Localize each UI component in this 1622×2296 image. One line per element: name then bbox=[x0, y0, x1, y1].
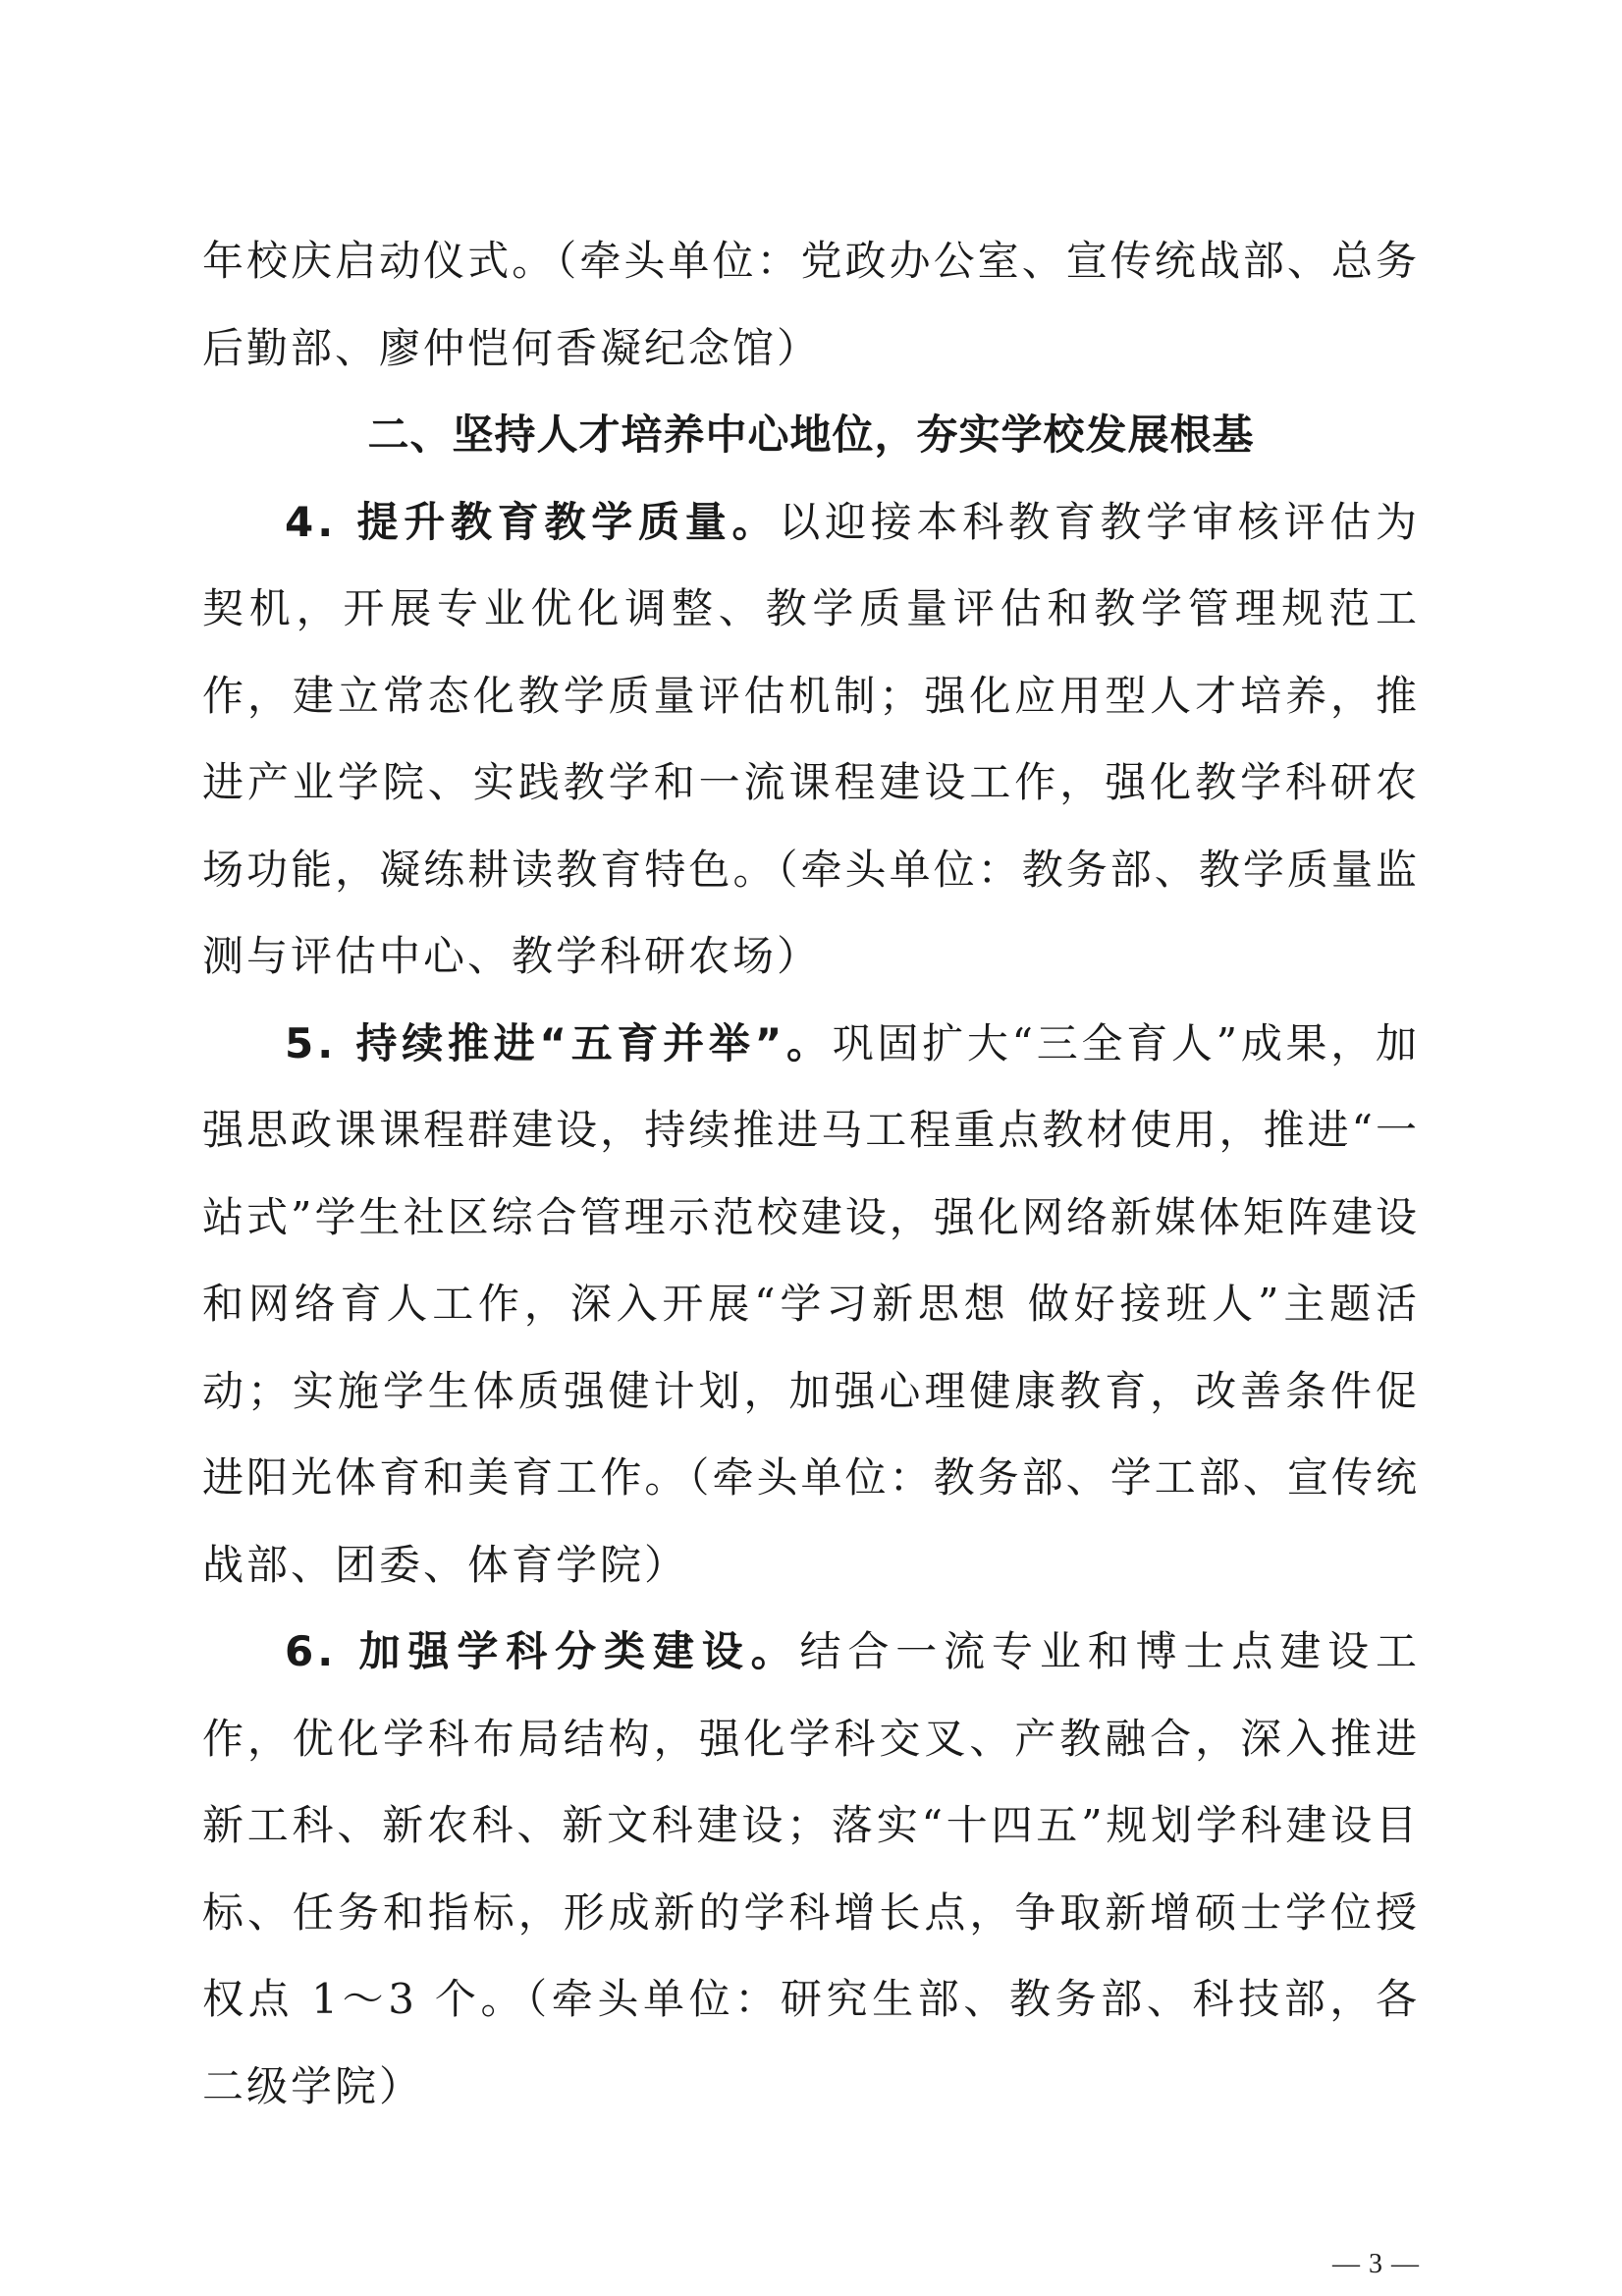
item-4-lead: 4. 提升教育教学质量。 bbox=[285, 497, 780, 546]
document-body bbox=[202, 218, 1420, 2130]
section-heading: 二、坚持人才培养中心地位，夯实学校发展根基 bbox=[367, 410, 1255, 459]
item-5-paragraph bbox=[202, 1001, 1420, 1610]
item-5-lead: 5. 持续推进“五育并举”。 bbox=[285, 1018, 833, 1067]
item-6-paragraph bbox=[202, 1609, 1420, 2130]
page-number: — 3 — bbox=[1332, 2249, 1420, 2279]
continuation-paragraph: 年校庆启动仪式。（牵头单位：党政办公室、宣传统战部、总务后勤部、廖仲恺何香凝纪念馆） bbox=[202, 237, 1420, 372]
item-4-paragraph bbox=[202, 479, 1420, 1001]
item-5-text: 巩固扩大“三全育人”成果，加强思政课课程群建设，持续推进马工程重点教材使用，推进“一站式”学生社区综合管理示范校建设，强化网络新媒体矩阵建设和网络育人工作，深入开展“学习新思想 做好接班人”主题活动；实施学生体质强健计划，加强心理健康教育，改善条件促进阳光体育和美育工作。（牵头单位：教务部、学工部、宣传统战部、团委、体育学院） bbox=[202, 1018, 1420, 1589]
item-6-lead: 6. 加强学科分类建设。 bbox=[285, 1627, 800, 1675]
item-4-text: 以迎接本科教育教学审核评估为契机，开展专业优化调整、教学质量评估和教学管理规范工作，建立常态化教学质量评估机制；强化应用型人才培养，推进产业学院、实践教学和一流课程建设工作，强化教学科研农场功能，凝练耕读教育特色。（牵头单位：教务部、教学质量监测与评估中心、教学科研农场） bbox=[202, 497, 1420, 980]
item-6-text: 结合一流专业和博士点建设工作，优化学科布局结构，强化学科交叉、产教融合，深入推进新工科、新农科、新文科建设；落实“十四五”规划学科建设目标、任务和指标，形成新的学科增长点，争取新增硕士学位授权点 1～3 个。（牵头单位：研究生部、教务部、科技部，各二级学院） bbox=[202, 1627, 1420, 2110]
